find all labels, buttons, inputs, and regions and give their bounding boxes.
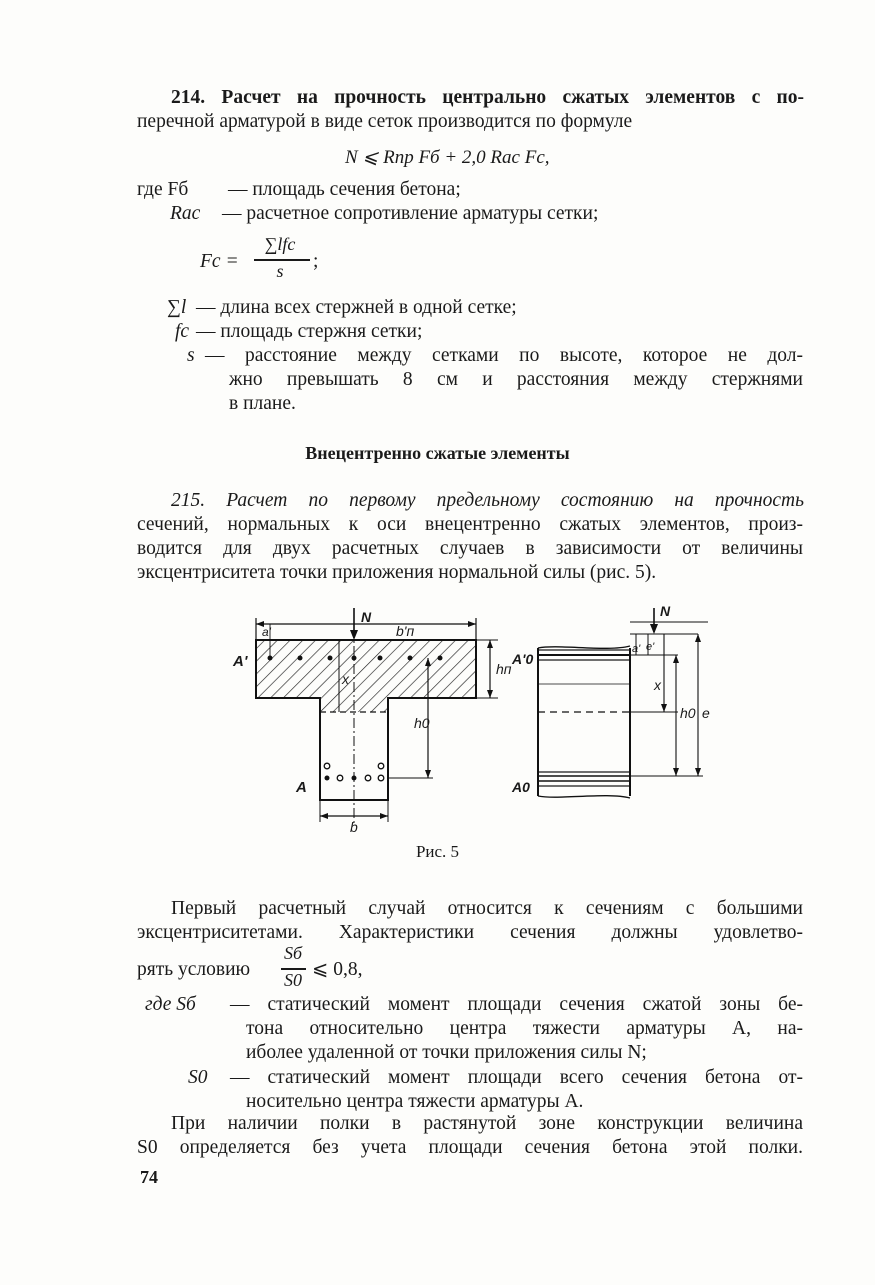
elevation-view [538,608,708,798]
label-h02: h0 [680,705,696,721]
where-term-s6: где Sб [145,994,196,1015]
label-n2: N [660,603,671,619]
fc-semicolon: ; [313,251,319,272]
closing-line-1: При наличии полки в растянутой зоне конструкции величина [171,1113,803,1134]
p215-line-1: 215. Расчет по первому предельному состоянию на прочность [171,490,804,511]
def-term-s: s [187,345,195,366]
where-term-rac: Rас [170,203,201,224]
label-e: e [702,705,710,721]
figure-5 [228,600,738,835]
s0-line-1: — статический момент площади всего сечения бетона от- [230,1067,803,1088]
def-text-fc: — площадь стержня сетки; [196,321,423,342]
formula-strength: N ⩽ Rпр Fб + 2,0 Rас Fс, [345,147,550,168]
where-text-fb: — площадь сечения бетона; [228,179,461,200]
def-text-s-2: жно превышать 8 см и расстояния между стержнями [229,369,803,390]
p214-line-2: перечной арматурой в виде сеток производится по формуле [137,111,633,132]
p215-line-4: эксцентриситета точки приложения нормальной силы (рис. 5). [137,562,657,583]
def-text-s-3: в плане. [229,393,296,414]
s6-line-1: — статический момент площади сечения сжатой зоны бе- [230,994,803,1015]
s0-line-2: носительно центра тяжести арматуры A. [246,1091,584,1112]
case1-line-1: Первый расчетный случай относится к сечениям с большими [171,898,803,919]
where-term-s0: S0 [188,1067,208,1088]
label-x: x [342,671,349,687]
page-number: 74 [140,1167,158,1187]
p215-line-2: сечений, нормальных к оси внецентренно сжатых элементов, произ- [137,514,803,535]
fc-denominator: s [276,261,284,281]
cond-denominator: S0 [284,970,302,990]
label-a0-top: A'0 [512,651,534,667]
fc-lhs: Fс = [200,251,239,272]
label-e-prime: e' [646,641,655,653]
case1-line-2: эксцентриситетами. Характеристики сечения должны удовлетво- [137,922,803,943]
label-x2: x [654,677,661,693]
label-b: b [350,819,358,835]
def-text-s-1: — расстояние между сетками по высоте, которое не дол- [205,345,803,366]
def-term-fc: fс [175,321,190,342]
section-heading: Внецентренно сжатые элементы [305,443,570,463]
p214-line-1: 214. Расчет на прочность центрально сжатых элементов с по- [171,87,804,108]
def-text-sum-l: — длина всех стержней в одной сетке; [196,297,517,318]
label-bn: b'п [396,623,415,639]
label-a-top: A' [233,653,248,670]
cond-limit: ⩽ 0,8, [312,959,363,980]
label-h0: h0 [414,715,430,731]
p215-line-3: водится для двух расчетных случаев в зависимости от величины [137,538,803,559]
label-a-bottom: A [296,779,307,796]
fc-numerator: ∑lfс [264,234,296,254]
label-a0-bottom: A0 [512,779,530,795]
where-text-rac: — расчетное сопротивление арматуры сетки; [222,203,599,224]
label-n: N [361,609,372,625]
label-a-prime: a' [262,625,271,639]
where-term-fb: где Fб [137,179,189,200]
closing-line-2: S0 определяется без учета площади сечения бетона этой полки. [137,1137,803,1158]
def-term-sum-l: ∑l [167,297,187,318]
s6-line-2: тона относительно центра тяжести арматуры A, на- [246,1018,803,1039]
label-hn: hп [496,661,512,677]
label-a2: a' [632,643,641,655]
t-section [256,608,498,825]
cond-numerator: Sб [283,943,303,963]
s6-line-3: иболее удаленной от точки приложения силы N; [246,1042,647,1063]
figure-caption: Рис. 5 [415,842,460,861]
case1-line-3: рять условию [137,959,251,980]
